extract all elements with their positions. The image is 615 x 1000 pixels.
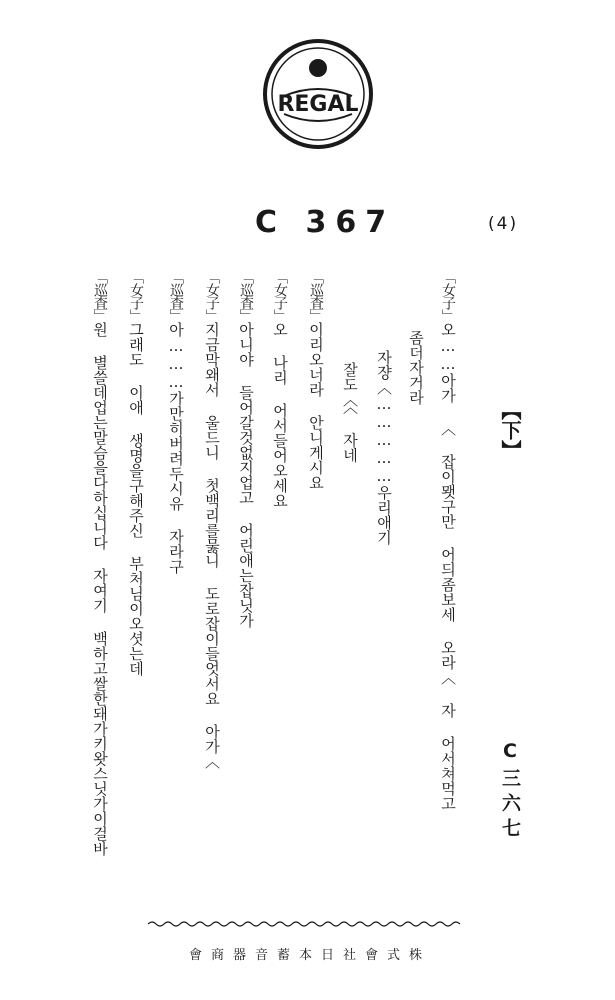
- dialogue-line: [272, 270, 287, 508]
- dialogue-line: [238, 270, 253, 628]
- dialogue-text: 아니야 들어갈것없지업고 어린애는잡닛가: [237, 322, 255, 628]
- dialogue-text: 그래도 이애 생명을구해주신 부처님이오셧는데: [127, 322, 145, 676]
- dialogue-line: [376, 350, 391, 545]
- side-label: 【下】: [498, 400, 522, 460]
- dialogue-line: [128, 270, 143, 676]
- dialogue-line: [440, 270, 455, 811]
- dialogue-text: 잘도〈〈 자네: [341, 362, 359, 463]
- speaker-label: 「女子」: [204, 270, 220, 322]
- catalog-number: C 367: [255, 205, 396, 240]
- dialogue-text: 원 별쓸데업는말슴을다하십니다 자여기 백하고쌀한돼가키왓스닛가이걸바: [91, 322, 109, 856]
- logo-text: REGAL: [277, 92, 359, 117]
- regal-logo: [262, 38, 374, 150]
- speaker-label: 「巡査」: [168, 270, 184, 322]
- dialogue-text: 오 나리 어서들어오세요: [271, 322, 289, 508]
- dialogue-line: [408, 330, 423, 405]
- vertical-catalog-number: C三六七: [499, 740, 521, 843]
- speaker-label: 「女子」: [272, 270, 288, 322]
- publisher-name: 株式會社日本蓄音器商會: [188, 948, 431, 963]
- dialogue-text: 좀더자거라: [407, 330, 425, 405]
- page-number: (4): [488, 214, 519, 234]
- speaker-label: 「巡査」: [238, 270, 254, 322]
- dialogue-text: 이리오너라 안니게시요: [307, 322, 325, 490]
- speaker-label: 「巡査」: [92, 270, 108, 322]
- dialogue-line: [92, 270, 107, 856]
- speaker-label: 「女子」: [128, 270, 144, 322]
- dialogue-line: [168, 270, 183, 574]
- dialogue-text: 자쟝〈……………우리애기: [375, 350, 393, 545]
- speaker-label: 「女子」: [440, 270, 456, 322]
- dialogue-line: [204, 270, 219, 769]
- dialogue-line: [342, 362, 357, 463]
- dialogue-text: 아………가만히버려두시유 자라구: [167, 322, 185, 574]
- dialogue-line: [308, 270, 323, 490]
- wavy-divider: [148, 920, 460, 928]
- speaker-label: 「巡査」: [308, 270, 324, 322]
- dialogue-text: 오……아가 〈 잡이뫳구만 어듸좀보세 오라〈 자 어서쳐먹고: [439, 322, 457, 811]
- dialogue-text: 지금막왜서 울드니 첫백리를뭃니 도로잡이들엇서요 아가〈: [203, 322, 221, 769]
